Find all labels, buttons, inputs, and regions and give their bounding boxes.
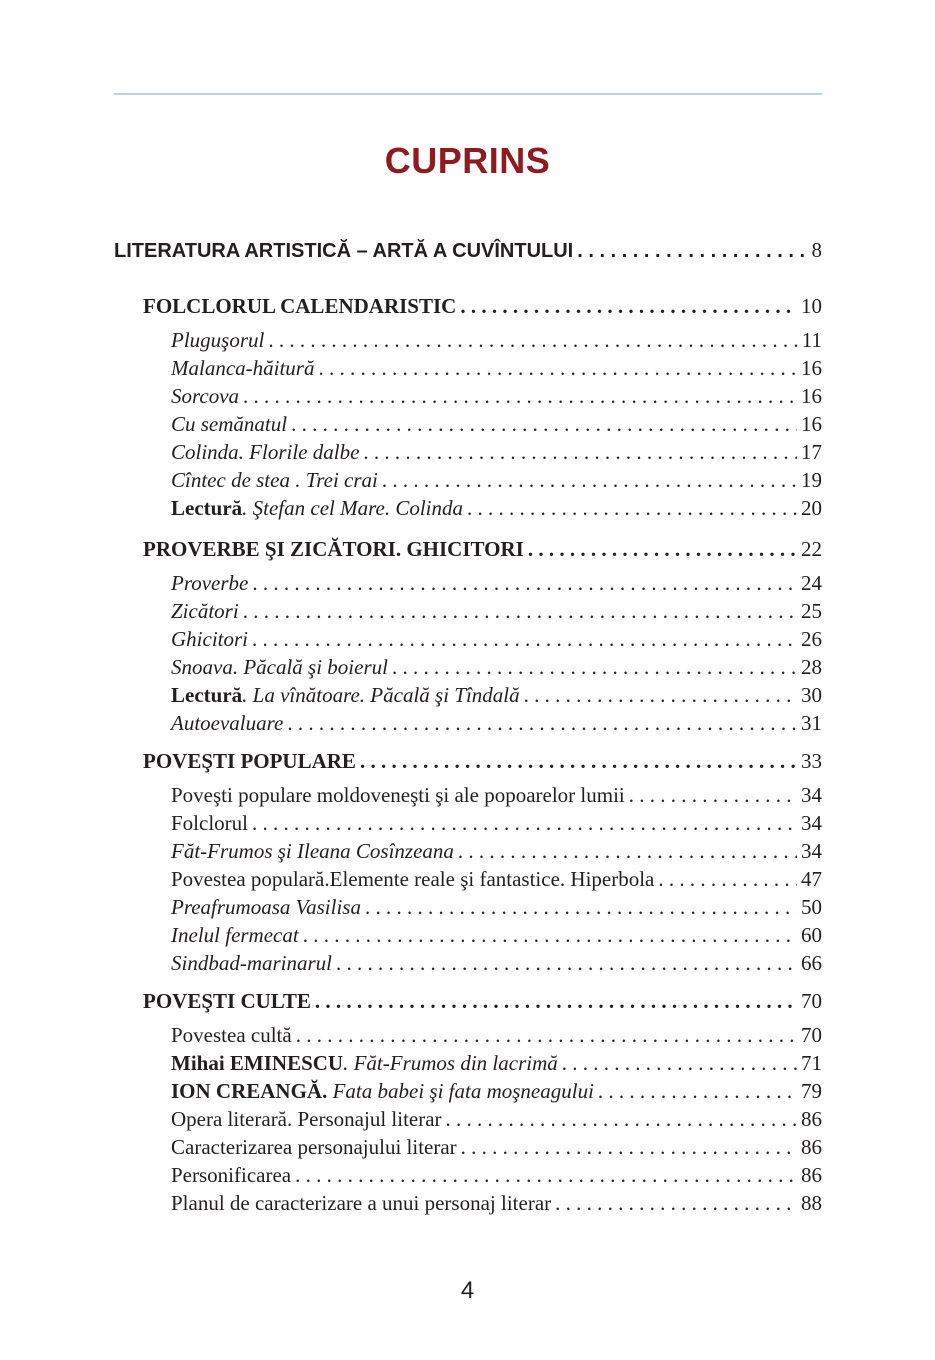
toc-item-text: Povestea cultă (171, 1023, 292, 1047)
toc-item-text: Proverbe (171, 571, 249, 595)
toc-entry-page: 86 (801, 1107, 822, 1131)
toc-item[interactable] (171, 625, 822, 653)
dot-leader (365, 893, 797, 921)
dot-leader (598, 1077, 797, 1105)
toc-entry-page: 30 (801, 683, 822, 707)
toc-entry-page: 11 (801, 328, 822, 352)
toc-item-text: Autoevaluare (171, 711, 284, 735)
toc-item[interactable] (171, 653, 822, 681)
toc-item-text: Folclorul (171, 811, 248, 835)
toc-section-label: FOLCLORUL CALENDARISTIC (143, 294, 457, 318)
toc-item[interactable] (171, 597, 822, 625)
dot-leader (467, 494, 797, 522)
toc-item-text: Făt-Frumos şi Ileana Cosînzeana (171, 839, 454, 863)
toc-item-text: Poveşti populare moldoveneşti şi ale popoarelor lumii (171, 783, 625, 807)
toc-entry-page: 71 (801, 1051, 822, 1075)
toc-item-label (171, 653, 388, 681)
toc-item-text: Povestea populară.Elemente reale şi fantastice. Hiperbola (171, 867, 655, 891)
toc-item-label (171, 625, 248, 653)
dot-leader (382, 466, 797, 494)
toc-item-label (171, 865, 654, 893)
dot-leader (528, 535, 797, 563)
toc-entry-page: 22 (801, 537, 822, 561)
toc-item[interactable] (171, 781, 822, 809)
toc-item-label (171, 569, 248, 597)
toc-item[interactable] (171, 1077, 822, 1105)
dot-leader (336, 949, 797, 977)
toc-entry-page: 86 (801, 1163, 822, 1187)
dot-leader (287, 709, 797, 737)
toc-item-label (171, 681, 520, 709)
toc-entry-page: 16 (801, 384, 822, 408)
toc-item-label (171, 1105, 442, 1133)
toc-item-label (171, 326, 264, 354)
toc-item[interactable] (171, 410, 822, 438)
toc-entry-page: 10 (801, 294, 822, 318)
toc-item[interactable] (171, 569, 822, 597)
dot-leader (268, 326, 797, 354)
toc-entry-page: 26 (801, 627, 822, 651)
toc-entry-page: 50 (801, 895, 822, 919)
toc-item-label (171, 709, 283, 737)
dot-leader (318, 354, 797, 382)
toc-item-label (171, 837, 454, 865)
toc-section-label: POVEŞTI POPULARE (143, 749, 356, 773)
toc-item-text: Pluguşorul (171, 328, 265, 352)
toc-item[interactable] (171, 326, 822, 354)
toc-entry-page: 79 (801, 1079, 822, 1103)
dot-leader (243, 382, 797, 410)
toc-item-label (171, 1049, 558, 1077)
toc-entry-page: 86 (801, 1135, 822, 1159)
dot-leader (303, 921, 797, 949)
page-number: 4 (460, 1277, 475, 1304)
toc-entry-page: 33 (801, 749, 822, 773)
toc-item[interactable] (171, 809, 822, 837)
toc-section-heading[interactable] (143, 535, 822, 563)
toc-item-text: Fata babei şi fata moşneagului (327, 1079, 594, 1103)
toc-entry-page: 60 (801, 923, 822, 947)
dot-leader (577, 237, 807, 265)
toc-item[interactable] (171, 354, 822, 382)
toc-item[interactable] (171, 893, 822, 921)
dot-leader (315, 987, 797, 1015)
toc-item[interactable] (171, 466, 822, 494)
dot-leader (461, 1133, 797, 1161)
toc-entry-page: 24 (801, 571, 822, 595)
toc-item-label (171, 597, 239, 625)
toc-item-label (171, 809, 248, 837)
dot-leader (363, 438, 797, 466)
toc-entry-page: 47 (801, 867, 822, 891)
toc-item-label (171, 382, 239, 410)
toc-item[interactable] (171, 494, 822, 522)
toc-item-text: . La vînătoare. Păcală şi Tîndală (242, 683, 520, 707)
dot-leader (458, 837, 797, 865)
toc-item-text: Sindbad-marinarul (171, 951, 333, 975)
toc-entry-page: 34 (801, 783, 822, 807)
toc-entry-page: 70 (801, 1023, 822, 1047)
toc-item[interactable] (171, 1189, 822, 1217)
toc-item[interactable] (171, 837, 822, 865)
toc-entry-page: 8 (811, 238, 822, 262)
dot-leader (446, 1105, 797, 1133)
dot-leader (658, 865, 797, 893)
toc-item-label (171, 1077, 594, 1105)
toc-item-text: Malanca-hăitură (171, 356, 315, 380)
toc-entry-label: LITERATURA ARTISTICĂ – ARTĂ A CUVÎNTULUI (114, 240, 574, 262)
top-divider (114, 93, 822, 95)
dot-leader (562, 1049, 797, 1077)
toc-item-label (171, 438, 359, 466)
toc-item-label (171, 466, 378, 494)
toc-item-text: . Făt-Frumos din lacrimă (343, 1051, 558, 1075)
toc-item-label (171, 921, 299, 949)
toc-entry-page: 20 (801, 496, 822, 520)
toc-item-text: . Ştefan cel Mare. Colinda (242, 496, 464, 520)
toc-entry-page: 31 (801, 711, 822, 735)
toc-entry-page: 16 (801, 412, 822, 436)
dot-leader (291, 410, 797, 438)
dot-leader (295, 1161, 797, 1189)
toc-item-label (171, 354, 314, 382)
toc-item-label (171, 1133, 457, 1161)
toc-section-heading[interactable] (143, 747, 822, 775)
dot-leader (360, 747, 797, 775)
toc-item[interactable] (171, 438, 822, 466)
toc-item[interactable] (171, 921, 822, 949)
toc-section-heading[interactable] (143, 987, 822, 1015)
toc-item-text: Snoava. Păcală şi boierul (171, 655, 388, 679)
toc-entry-page: 70 (801, 989, 822, 1013)
toc-section-label: PROVERBE ŞI ZICĂTORI. GHICITORI (143, 537, 524, 561)
toc-entry-page: 88 (801, 1191, 822, 1215)
toc-item-text: Preafrumoasa Vasilisa (171, 895, 361, 919)
toc-section-label: POVEŞTI CULTE (143, 989, 311, 1013)
toc-section-heading[interactable] (143, 292, 822, 320)
toc-entry-page: 66 (801, 951, 822, 975)
toc-item-label (171, 949, 332, 977)
toc-item-label (171, 1021, 292, 1049)
toc-entry-page: 16 (801, 356, 822, 380)
dot-leader (296, 1021, 797, 1049)
toc-item[interactable] (171, 1161, 822, 1189)
toc-entry-page: 17 (801, 440, 822, 464)
toc-item-label (171, 494, 463, 522)
toc-item[interactable] (171, 1105, 822, 1133)
dot-leader (555, 1189, 797, 1217)
toc-item[interactable] (171, 681, 822, 709)
toc-item-label (171, 893, 361, 921)
toc-entry-page: 25 (801, 599, 822, 623)
dot-leader (243, 597, 797, 625)
toc-main-entry[interactable] (114, 236, 822, 264)
toc-entry-page: 19 (801, 468, 822, 492)
toc-item[interactable] (171, 865, 822, 893)
toc-item-text: Mihai EMINESCU (171, 1051, 344, 1075)
dot-leader (460, 292, 797, 320)
toc-item-text: Colinda. Florile dalbe (171, 440, 360, 464)
toc-item-label (171, 781, 625, 809)
toc-entry-page: 28 (801, 655, 822, 679)
toc-item-text: Inelul fermecat (171, 923, 299, 947)
toc-item-text: Planul de caracterizare a unui personaj literar (171, 1191, 552, 1215)
toc-entry-page: 34 (801, 839, 822, 863)
dot-leader (252, 625, 797, 653)
page-title: CUPRINS (384, 140, 551, 181)
dot-leader (252, 809, 797, 837)
dot-leader (629, 781, 797, 809)
toc-item-label (171, 1161, 291, 1189)
toc-item-text: Caracterizarea personajului literar (171, 1135, 457, 1159)
toc-item[interactable] (171, 382, 822, 410)
toc-item-text: Cu semănatul (171, 412, 288, 436)
dot-leader (392, 653, 797, 681)
toc-entry-page: 34 (801, 811, 822, 835)
toc-item-label (171, 410, 287, 438)
toc-item[interactable] (171, 1133, 822, 1161)
toc-item-text: Lectură (171, 496, 243, 520)
toc-item-text: Lectură (171, 683, 243, 707)
toc-item-text: ION CREANGĂ. (171, 1079, 328, 1103)
toc-item[interactable] (171, 1049, 822, 1077)
toc-item-text: Sorcova (171, 384, 240, 408)
dot-leader (252, 569, 797, 597)
toc-item-text: Zicători (171, 599, 239, 623)
toc-item-text: Personificarea (171, 1163, 292, 1187)
toc-item-text: Opera literară. Personajul literar (171, 1107, 442, 1131)
toc-item[interactable] (171, 709, 822, 737)
toc-item[interactable] (171, 949, 822, 977)
toc-item[interactable] (171, 1021, 822, 1049)
toc-item-label (171, 1189, 551, 1217)
toc-item-text: Ghicitori (171, 627, 248, 651)
dot-leader (524, 681, 797, 709)
toc-item-text: Cîntec de stea . Trei crai (171, 468, 378, 492)
